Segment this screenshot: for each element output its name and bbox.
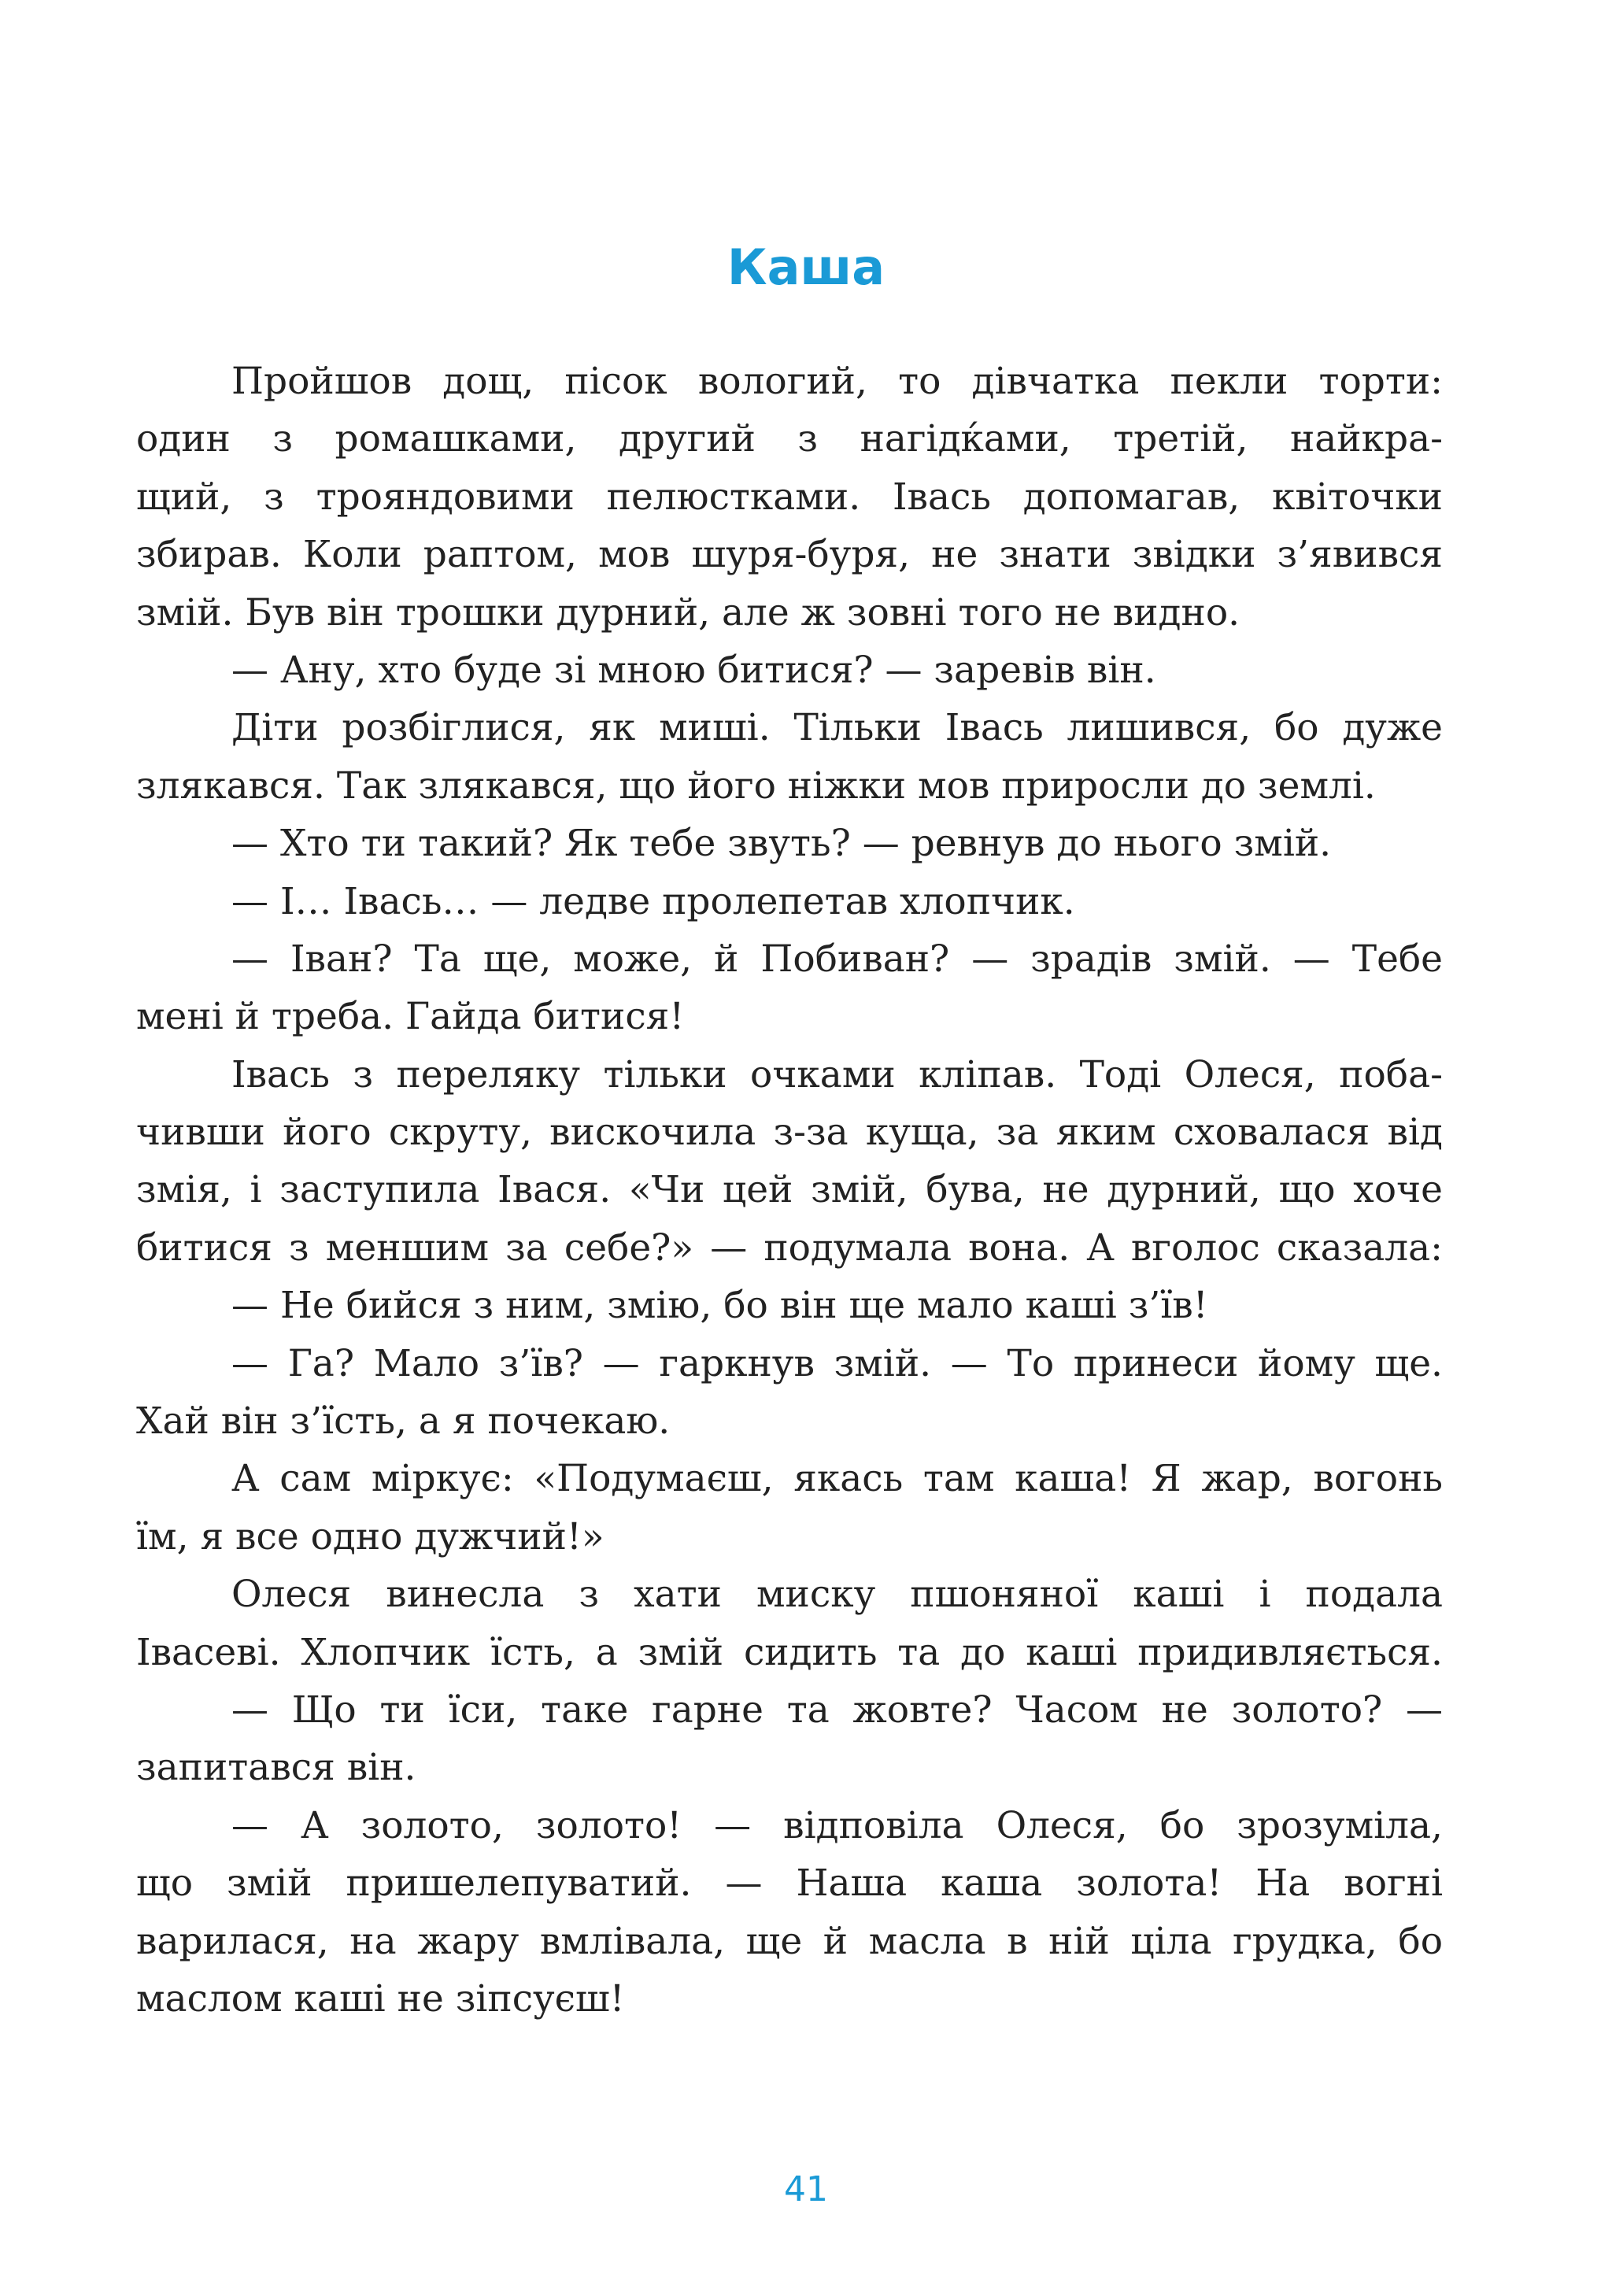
- text-line: змій. Був він трошки дурний, але ж зовні того не видно.: [136, 590, 1240, 634]
- text-line: Олеся винесла з хати миску пшоняної каші і подала: [231, 1573, 1443, 1617]
- text-line: запитався він.: [136, 1746, 416, 1790]
- text-line: чивши його скруту, вискочила з-за куща, за яким сховалася від: [136, 1111, 1443, 1155]
- text-line: — А золото, золото! — відповіла Олеся, бо зрозуміла,: [231, 1803, 1443, 1847]
- text-line: — Хто ти такий? Як тебе звуть? — ревнув до нього змій.: [231, 822, 1332, 866]
- text-line: — Ану, хто буде зі мною битися? — заревів він.: [231, 648, 1156, 692]
- text-line: їм, я все одно дужчий!»: [136, 1514, 604, 1558]
- text-line: злякався. Так злякався, що його ніжки мов приросли до землі.: [136, 763, 1376, 808]
- text-line: Івасеві. Хлопчик їсть, а змій сидить та до каші придивляється.: [136, 1630, 1443, 1674]
- text-line: збирав. Коли раптом, мов шуря-буря, не знати звідки з’явився: [136, 533, 1443, 577]
- text-line: варилася, на жару вмлівала, ще й масла в ній ціла грудка, бо: [136, 1919, 1443, 1963]
- story-text: [136, 353, 1443, 2028]
- text-line: — І… Івась… — ледве пролепетав хлопчик.: [231, 879, 1075, 923]
- text-line: А сам міркує: «Подумаєш, якась там каша! Я жар, вогонь: [231, 1457, 1443, 1501]
- text-line: Івась з переляку тільки очками кліпав. Тоді Олеся, поба-: [231, 1052, 1443, 1096]
- page-number: 41: [784, 2169, 828, 2209]
- text-line: — Га? Мало з’їв? — гаркнув змій. — То принеси йому ще.: [231, 1341, 1443, 1385]
- text-line: Пройшов дощ, пісок вологий, то дівчатка пекли торти:: [231, 360, 1443, 403]
- text-line: щий, з трояндовими пелюстками. Івась допомагав, квіточки: [136, 475, 1443, 519]
- text-line: що змій пришелепуватий. — Наша каша золота! На вогні: [136, 1862, 1443, 1906]
- text-line: Діти розбіглися, як миші. Тільки Івась лишився, бо дуже: [231, 706, 1443, 750]
- text-line: змія, і заступила Івася. «Чи цей змій, бува, не дурний, що хоче: [136, 1168, 1443, 1212]
- text-line: маслом каші не зіпсуєш!: [136, 1976, 625, 2021]
- text-line: один з ромашками, другий з нагідќами, третій, найкра-: [136, 417, 1443, 461]
- story-title: Каша: [727, 238, 885, 296]
- text-line: Хай він з’їсть, а я почекаю.: [136, 1399, 671, 1444]
- text-line: — Що ти їси, таке гарне та жовте? Часом не золото? —: [231, 1688, 1443, 1732]
- text-line: мені й треба. Гайда битися!: [136, 995, 685, 1039]
- text-line: битися з меншим за себе?» — подумала вона. А вголос сказала:: [136, 1226, 1443, 1270]
- text-line: — Іван? Та ще, може, й Побиван? — зрадів змій. — Тебе: [231, 937, 1443, 981]
- text-line: — Не бийся з ним, змію, бо він ще мало каші з’їв!: [231, 1284, 1208, 1328]
